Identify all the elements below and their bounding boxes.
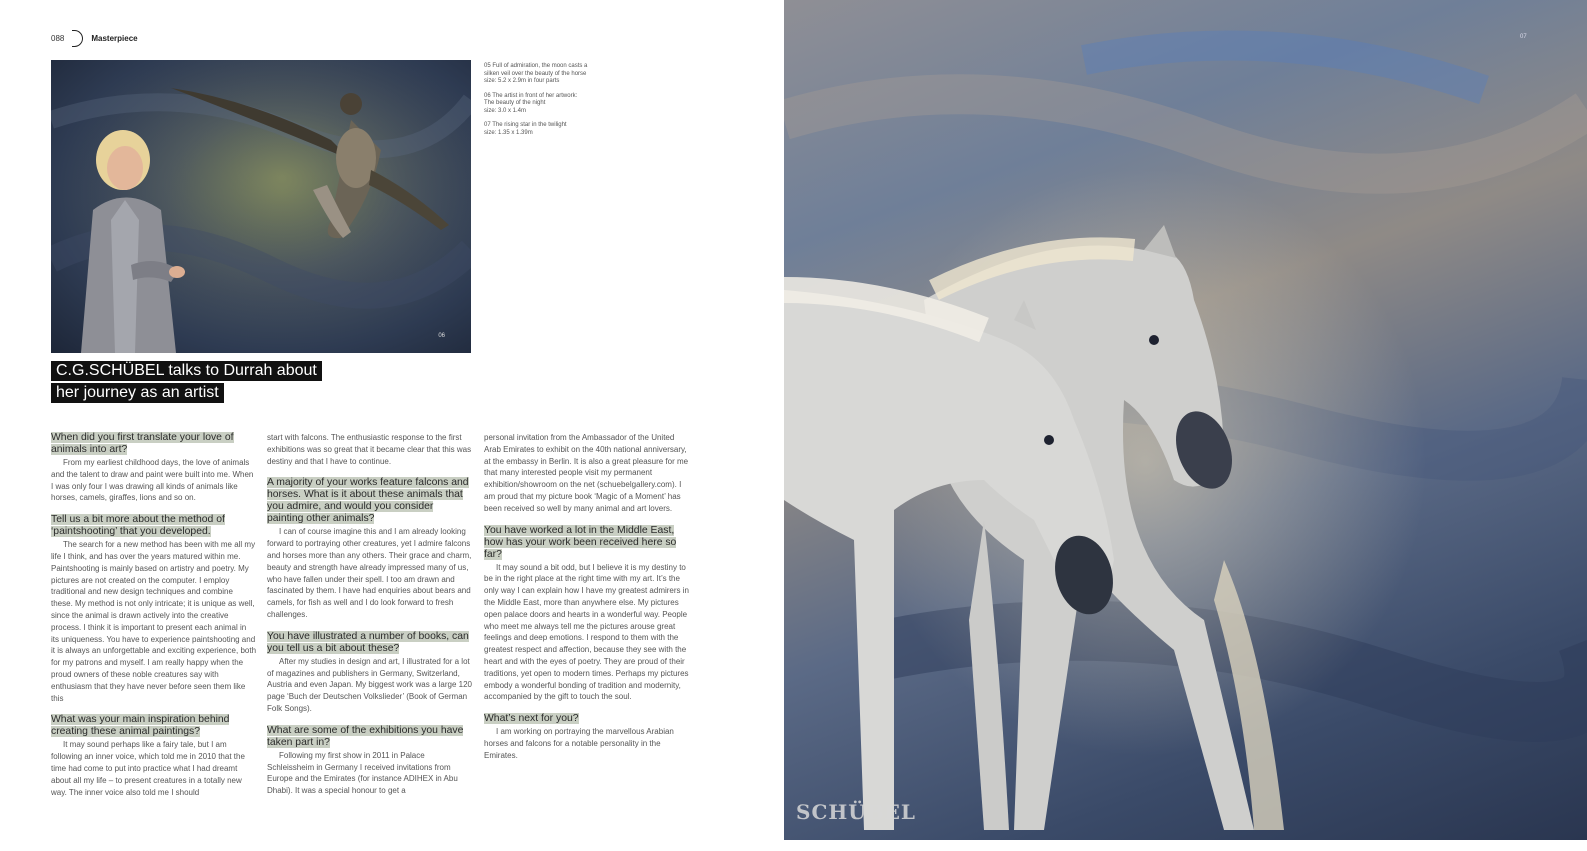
answer-paragraph: It may sound a bit odd, but I believe it is my destiny to be in the right place at the right time with my art. It’s the only way I can explain how I have my greatest admirers in the Middle East, more than anywhere else. My pictures open palace doors and hearts in a wonderful way. People who meet me always tell me the pictures arouse great feelings and deep emotions. I respond to them with the greatest respect and affection, because they see with the heart and with the eyes of poetry. They are proud of their traditions, yet open to modern times. Perhaps my pictures embody a wonderful bonding of tradition and modernity, accompanied by the gift to touch the soul. <box>484 562 689 702</box>
question-heading: You have worked a lot in the Middle East, how has your work been received here so far? <box>484 524 677 560</box>
answer-paragraph: I am working on portraying the marvellous Arabian horses and falcons for a notable personality in the Emirates. <box>484 727 674 760</box>
answer-paragraph: From my earliest childhood days, the love of animals and the talent to draw and paint were built into me. When I was only four I was drawing all kinds of animals like horses, camels, giraffes, lions and so on. <box>51 458 254 503</box>
photo-captions <box>484 63 614 144</box>
question-heading: What are some of the exhibitions you have taken part in? <box>267 724 464 748</box>
photo-number: 06 <box>438 333 445 339</box>
caption-line: 07 The rising star in the twilight <box>484 122 567 128</box>
caption-07 <box>484 122 614 137</box>
artist-signature: SCHÜBEL <box>796 800 916 824</box>
answer-paragraph: start with falcons. The enthusiastic response to the first exhibitions was so great that it became clear that this was destiny and that I have to continue. <box>267 433 472 466</box>
caption-05 <box>484 63 614 86</box>
caption-line: 05 Full of admiration, the moon casts a <box>484 63 588 69</box>
question-heading: When did you first translate your love of animals into art? <box>51 432 234 455</box>
answer-paragraph: It may sound perhaps like a fairy tale, but I am following an inner voice, which told me in 2010 that the time had come to put into practice what I had dreamt about all my life – to present creatures in a totally new way. The inner voice also told me I should <box>51 740 245 797</box>
caption-line: 06 The artist in front of her artwork: <box>484 92 578 99</box>
caption-line: size: 3.0 x 1.4m <box>484 107 527 114</box>
caption-line: silken veil over the beauty of the horse <box>484 70 587 77</box>
caption-line: size: 1.35 x 1.39m <box>484 129 533 136</box>
text-column-2 <box>267 432 472 807</box>
caption-line: The beauty of the night <box>484 100 546 106</box>
question-heading: Tell us a bit more about the method of ‘paintshooting’ that you developed. <box>51 514 225 538</box>
left-page <box>0 0 792 851</box>
question-heading: A majority of your works feature falcons and horses. What is it about these animals that you admire, and would you consider painting other animals? <box>267 477 469 525</box>
section-name: Masterpiece <box>91 33 138 43</box>
article-title <box>51 361 322 405</box>
page-header <box>51 29 138 47</box>
text-column-1 <box>51 432 256 808</box>
question-heading: What’s next for you? <box>484 713 579 725</box>
horses-illustration <box>784 0 1587 840</box>
answer-paragraph: I can of course imagine this and I am already looking forward to portraying other creatures, yet I admire falcons and horses more than any others. Their grace and charm, beauty and strength have already impressed many of us, who have fallen under their spell. I too am drawn and fascinated by them. I have had enquiries about bears and camels, for fish as well and I do look forward to fresh challenges. <box>267 527 472 619</box>
page-number-right: 07 <box>1520 34 1527 40</box>
answer-paragraph: Following my first show in 2011 in Palace Schleissheim in Germany I received invitations from Europe and the Emirates (for instance ADIHEX in Abu Dhabi). It was a special honour to get a <box>267 750 458 796</box>
answer-paragraph: personal invitation from the Ambassador of the United Arab Emirates to exhibit on the 40th national anniversary, at the embassy in Berlin. It is also a great pleasure for me that many interested people visit my permanent exhibition/showroom on the net (schuebelgallery.com). I am proud that my picture book ‘Magic of a Moment’ has been received so well by many animal and art lovers. <box>484 433 689 513</box>
section-mark-icon <box>72 30 83 47</box>
answer-paragraph: The search for a new method has been with me all my life I think, and has over the years matured within me. Paintshooting is mainly based on artistry and poetry. My pictures are not created on the computer. I employ traditional and new design techniques and combine these. My method is not only intricate; it is unique as well, since the animal is drawn actively into the creative process. I think it is important to present each animal in its uniqueness. You have to experience paintshooting and it is always an unforgettable and exciting experience, both for my patrons and myself. I am really happy when the proud owners of these noble creatures say with enthusiasm that they have never before seen them like this <box>51 540 257 703</box>
text-column-3 <box>484 432 689 772</box>
question-heading: What was your main inspiration behind creating these animal paintings? <box>51 714 230 738</box>
title-line-2: her journey as an artist <box>51 383 224 403</box>
question-heading: You have illustrated a number of books, can you tell us a bit about these? <box>267 630 469 654</box>
title-line-1: C.G.SCHÜBEL talks to Durrah about <box>51 361 322 381</box>
horses-artwork <box>784 0 1587 840</box>
photo-illustration <box>51 60 471 353</box>
artist-falcon-photo <box>51 60 471 353</box>
answer-paragraph: After my studies in design and art, I illustrated for a lot of magazines and publishers in Germany, Switzerland, Austria and even Japan. My biggest work was a large 120 page ‘Buch der Deutschen Volkslieder’ (Book of German Folk Songs). <box>267 656 473 713</box>
page-number: 088 <box>51 33 65 43</box>
caption-line: size: 5.2 x 2.9m in four parts <box>484 78 560 84</box>
caption-06 <box>484 93 614 116</box>
